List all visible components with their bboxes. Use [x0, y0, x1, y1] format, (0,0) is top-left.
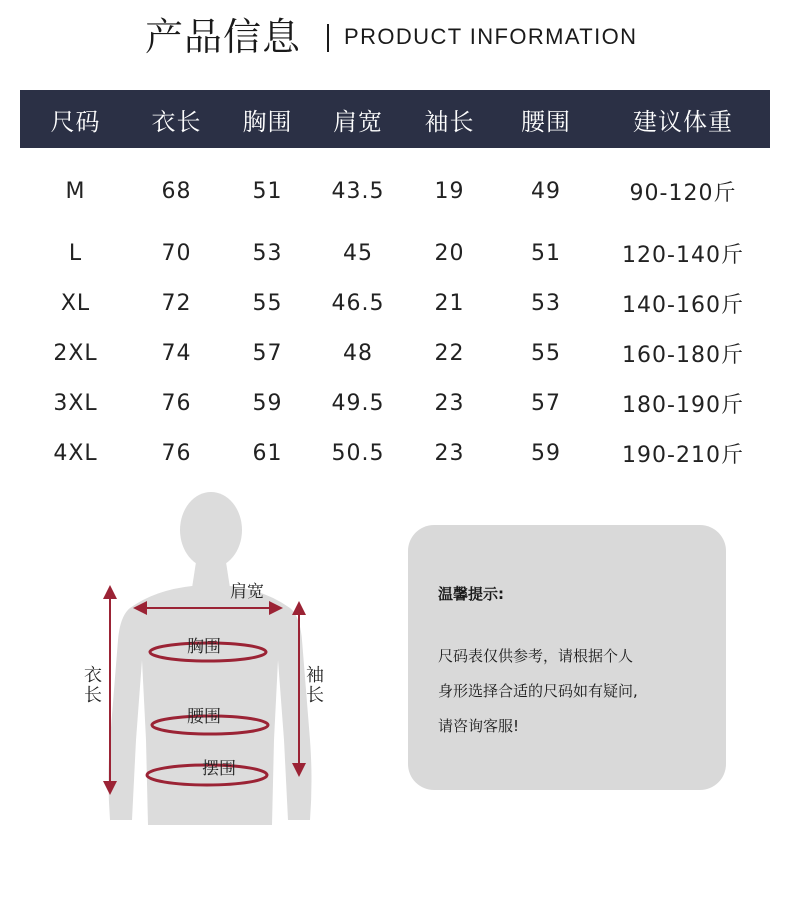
hem-label: 摆围 [202, 759, 236, 779]
tip-line: 请咨询客服! [438, 717, 520, 735]
page-header [0, 10, 790, 65]
cell-length: 76 [161, 390, 192, 416]
length-label: 衣长 [84, 665, 102, 706]
cell-sleeve: 20 [434, 240, 465, 266]
header-shoulder: 肩宽 [313, 90, 403, 148]
cell-sleeve: 23 [434, 390, 465, 416]
cell-weight: 90-120斤 [629, 180, 737, 206]
cell-chest: 53 [252, 240, 283, 266]
page-title-en: PRODUCT INFORMATION [344, 24, 638, 49]
header-length: 衣长 [131, 90, 222, 148]
header-chest: 胸围 [222, 90, 313, 148]
cell-sleeve: 19 [434, 178, 465, 204]
cell-waist: 51 [531, 240, 561, 266]
cell-chest: 61 [252, 440, 283, 466]
cell-waist: 49 [531, 178, 561, 204]
cell-size: XL [60, 290, 91, 316]
cell-waist: 59 [531, 440, 561, 466]
header-weight: 建议体重 [596, 90, 770, 148]
cell-shoulder: 50.5 [331, 440, 385, 466]
cell-weight: 160-180斤 [622, 342, 744, 368]
cell-size: L [68, 240, 83, 266]
cell-size: 4XL [53, 440, 98, 466]
cell-sleeve: 22 [434, 340, 465, 366]
cell-length: 70 [161, 240, 192, 266]
sleeve-label: 袖长 [306, 665, 324, 706]
waist-label: 腰围 [187, 707, 221, 727]
shoulder-label: 肩宽 [230, 582, 264, 602]
cell-size: 3XL [53, 390, 98, 416]
table-row [20, 278, 770, 328]
table-row [20, 328, 770, 378]
cell-shoulder: 48 [343, 340, 373, 366]
tip-line: 身形选择合适的尺码如有疑问, [438, 682, 638, 700]
cell-waist: 57 [531, 390, 561, 416]
table-row [20, 378, 770, 428]
title-divider [327, 24, 329, 52]
cell-weight: 140-160斤 [622, 292, 744, 318]
size-table [20, 90, 770, 478]
measurement-diagram [60, 490, 350, 840]
table-row [20, 428, 770, 478]
cell-shoulder: 49.5 [331, 390, 385, 416]
header-size: 尺码 [20, 90, 131, 148]
cell-chest: 51 [252, 178, 283, 204]
cell-length: 74 [161, 340, 192, 366]
page-title-cn: 产品信息 [145, 15, 302, 59]
cell-chest: 55 [252, 290, 283, 316]
tip-title: 温馨提示: [438, 585, 504, 603]
cell-weight: 190-210斤 [622, 442, 744, 468]
tip-box [408, 525, 726, 790]
cell-chest: 59 [252, 390, 283, 416]
cell-size: 2XL [53, 340, 98, 366]
chest-label: 胸围 [187, 637, 221, 657]
cell-chest: 57 [252, 340, 283, 366]
cell-weight: 180-190斤 [622, 392, 744, 418]
table-header-row [20, 90, 770, 148]
cell-sleeve: 21 [434, 290, 465, 316]
cell-size: M [65, 178, 86, 204]
cell-shoulder: 46.5 [331, 290, 385, 316]
cell-length: 76 [161, 440, 192, 466]
cell-waist: 53 [531, 290, 561, 316]
header-waist: 腰围 [496, 90, 596, 148]
cell-length: 68 [161, 178, 192, 204]
tip-line: 尺码表仅供参考，请根据个人 [438, 647, 634, 665]
cell-length: 72 [161, 290, 192, 316]
cell-waist: 55 [531, 340, 561, 366]
cell-shoulder: 45 [343, 240, 373, 266]
table-row [20, 148, 770, 228]
table-row [20, 228, 770, 278]
header-sleeve: 袖长 [403, 90, 496, 148]
cell-shoulder: 43.5 [331, 178, 385, 204]
cell-sleeve: 23 [434, 440, 465, 466]
cell-weight: 120-140斤 [622, 242, 744, 268]
